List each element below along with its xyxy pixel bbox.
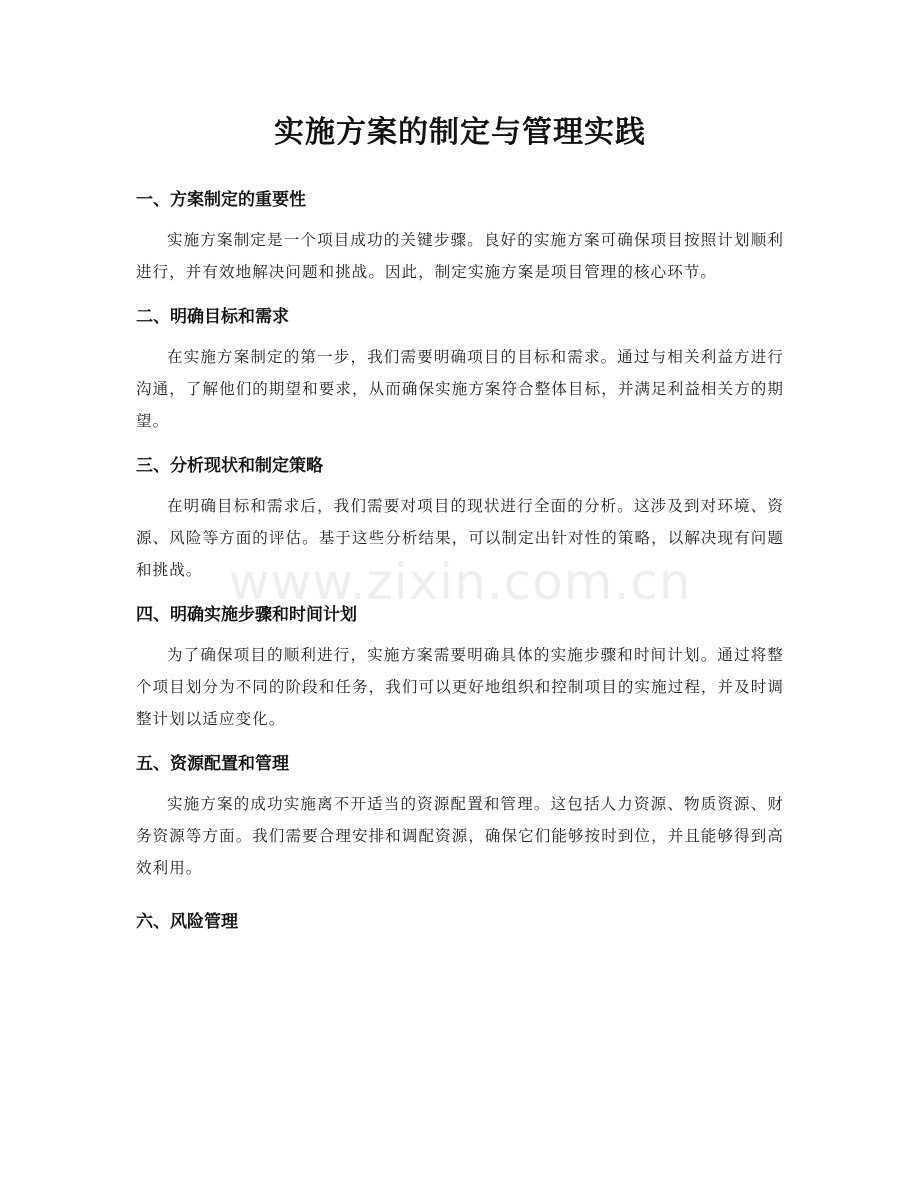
section-paragraph: 为了确保项目的顺利进行，实施方案需要明确具体的实施步骤和时间计划。通过将整个项目划分为不同的阶段和任务，我们可以更好地组织和控制项目的实施过程，并及时调整计划以适应变化。 xyxy=(136,646,784,728)
section-paragraph: 在明确目标和需求后，我们需要对项目的现状进行全面的分析。这涉及到对环境、资源、风险等方面的评估。基于这些分析结果，可以制定出针对性的策略，以解决现有问题和挑战。 xyxy=(136,497,784,579)
section-6 xyxy=(136,910,784,934)
section-heading: 二、明确目标和需求 xyxy=(136,307,289,327)
section-heading: 六、风险管理 xyxy=(136,912,238,932)
document-title: 实施方案的制定与管理实践 xyxy=(274,115,646,150)
section-2 xyxy=(136,305,784,437)
section-heading: 三、分析现状和制定策略 xyxy=(136,456,323,476)
section-paragraph: 实施方案的成功实施离不开适当的资源配置和管理。这包括人力资源、物质资源、财务资源等方面。我们需要合理安排和调配资源，确保它们能够按时到位，并且能够得到高效利用。 xyxy=(136,795,784,877)
section-heading: 五、资源配置和管理 xyxy=(136,754,289,774)
watermark-text: www.zixin.com.cn xyxy=(228,553,692,611)
section-paragraph: 实施方案制定是一个项目成功的关键步骤。良好的实施方案可确保项目按照计划顺利进行，并有效地解决问题和挑战。因此，制定实施方案是项目管理的核心环节。 xyxy=(136,231,784,281)
section-paragraph: 在实施方案制定的第一步，我们需要明确项目的目标和需求。通过与相关利益方进行沟通，了解他们的期望和要求，从而确保实施方案符合整体目标，并满足利益相关方的期望。 xyxy=(136,348,784,430)
section-1 xyxy=(136,188,784,288)
section-3 xyxy=(136,454,784,586)
section-heading: 四、明确实施步骤和时间计划 xyxy=(136,605,357,625)
section-heading: 一、方案制定的重要性 xyxy=(136,190,306,210)
section-5 xyxy=(136,752,784,884)
section-4 xyxy=(136,603,784,735)
